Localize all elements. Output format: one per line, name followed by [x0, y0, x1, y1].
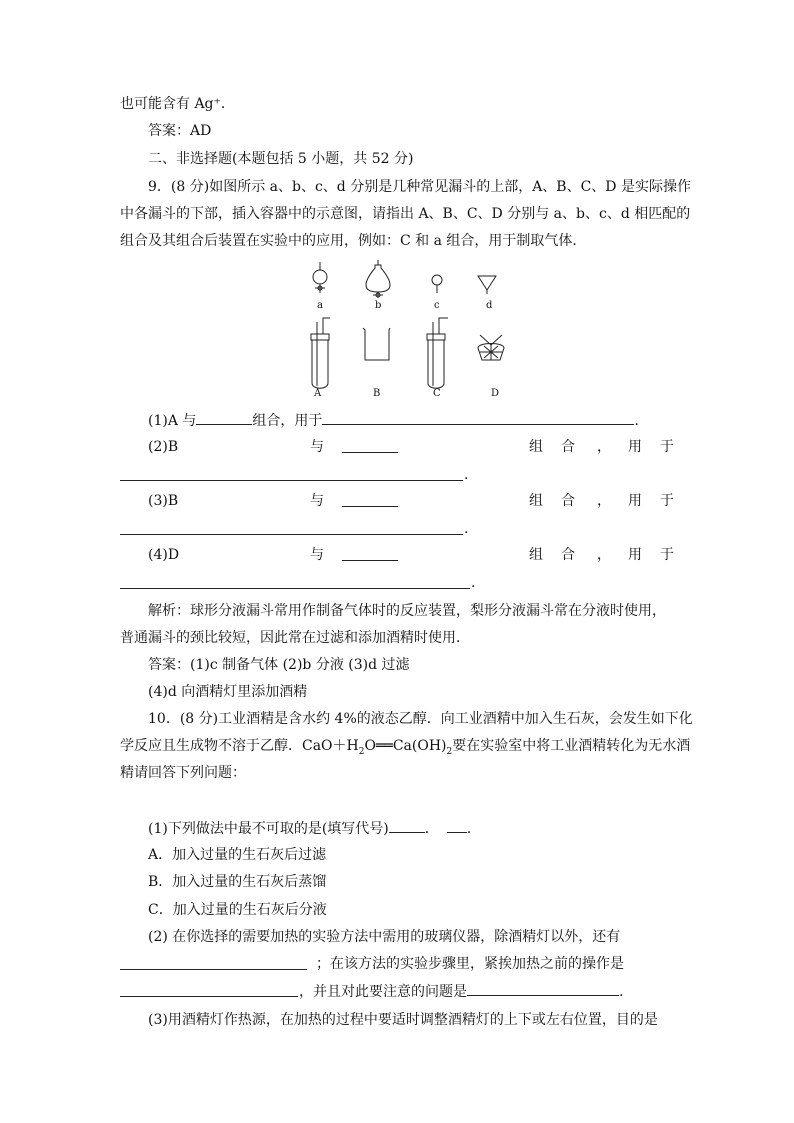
q10-stem-line-2: 学反应且生成物不溶于乙醇．$CaO+H_2O══Ca(OH)_2$要在实验室中将工业酒精转化为无水酒	[120, 738, 691, 757]
analysis-line-1: 解析：球形分液漏斗常用作制备气体时的反应装置，梨形分液漏斗常在分液时使用，	[148, 603, 666, 619]
blank-q10-2[interactable]	[120, 969, 307, 970]
q10-q1: (1)下列做法中最不可取的是(填写代号) ． .	[148, 818, 471, 839]
blank-q10-3[interactable]	[120, 996, 298, 997]
label-A: A	[314, 388, 322, 399]
blank-3[interactable]	[342, 438, 398, 453]
apparatus-B-icon	[363, 328, 390, 360]
funnel-a-icon	[313, 262, 327, 293]
text-line-1: 也可能含有 Ag⁺.	[120, 96, 226, 112]
q10-stem-line-1: 10．(8 分)工业酒精是含水约 4%的液态乙醇．向工业酒精中加入生石灰，会发生如下化	[148, 711, 693, 727]
blank-q10-4[interactable]	[467, 981, 619, 996]
q9-part-3-num: (3)B	[148, 493, 179, 509]
blank-2[interactable]	[322, 410, 634, 425]
word-yu: 与	[310, 493, 324, 509]
q10-q2-line-1: (2) 在你选择的需要加热的实验方法中需用的玻璃仪器，除酒精灯以外，还有	[148, 929, 621, 945]
label-B: B	[373, 388, 381, 399]
word-yong: 用	[628, 493, 642, 509]
q10-q3: (3)用酒精灯作热源，在加热的过程中要适时调整酒精灯的上下或左右位置，目的是	[148, 1012, 658, 1028]
blank-1[interactable]	[196, 410, 252, 425]
label-b: b	[375, 300, 382, 311]
answer-9-line-1: 答案：(1)c 制备气体 (2)b 分液 (3)d 过滤	[148, 657, 410, 673]
apparatus-C-icon	[427, 318, 448, 388]
word-yu2: 于	[660, 547, 674, 563]
word-yong: 用	[628, 547, 642, 563]
q9-part-4-num: (4)D	[148, 547, 180, 563]
section-heading: 二、非选择题(本题包括 5 小题，共 52 分)	[148, 151, 414, 167]
blank-6[interactable]	[120, 534, 463, 535]
option-b: B．加入过量的生石灰后蒸馏	[148, 874, 327, 890]
label-d: d	[486, 300, 493, 311]
word-yu2: 于	[660, 439, 674, 455]
answer-9-line-2: (4)d 向酒精灯里添加酒精	[148, 684, 308, 700]
period: .	[464, 467, 469, 483]
option-c: C．加入过量的生石灰后分液	[148, 902, 327, 918]
blank-5[interactable]	[342, 492, 398, 507]
funnel-b-icon	[366, 260, 390, 298]
word-yong: 用	[628, 439, 642, 455]
word-he: 合	[561, 547, 575, 563]
apparatus-A-icon	[311, 318, 330, 388]
funnel-figure	[290, 260, 520, 405]
q9-stem-line-2: 中各漏斗的下部，插入容器中的示意图，请指出 A、B、C、D 分别与 a、b、c、d 相匹配的	[120, 206, 691, 222]
label-C: C	[433, 388, 441, 399]
period: .	[471, 575, 476, 591]
word-he: 合	[561, 439, 575, 455]
label-a: a	[317, 300, 323, 311]
q9-part-2-num: (2)B	[148, 439, 179, 455]
word-yu2: 于	[660, 493, 674, 509]
word-yu: 与	[310, 547, 324, 563]
word-comma: ，	[597, 439, 611, 455]
period: .	[464, 521, 469, 537]
label-c: c	[434, 300, 440, 311]
word-zu: 组	[529, 547, 543, 563]
label-D: D	[491, 388, 500, 399]
blank-q10-1b[interactable]	[447, 818, 467, 833]
q10-stem-line-3: 精请回答下列问题：	[120, 765, 246, 781]
word-comma: ，	[597, 547, 611, 563]
word-he: 合	[561, 493, 575, 509]
q9-stem-line-3: 组合及其组合后装置在实验中的应用，例如：C 和 a 组合，用于制取气体．	[120, 233, 587, 249]
word-zu: 组	[529, 493, 543, 509]
option-a: A．加入过量的生石灰后过滤	[148, 847, 327, 863]
blank-4[interactable]	[120, 480, 463, 481]
q10-q2-line-3: ，并且对此要注意的问题是 .	[299, 981, 623, 1002]
q9-stem-line-1: 9．(8 分)如图所示 a、b、c、d 分别是几种常见漏斗的上部，A、B、C、D 是实际操作	[148, 179, 691, 195]
word-comma: ，	[597, 493, 611, 509]
word-zu: 组	[529, 439, 543, 455]
funnel-c-icon	[432, 275, 442, 293]
blank-q10-1[interactable]	[389, 818, 425, 833]
funnel-d-icon	[478, 276, 496, 294]
blank-7[interactable]	[342, 546, 398, 561]
analysis-line-2: 普通漏斗的颈比较短，因此常在过滤和添加酒精时使用．	[120, 630, 470, 646]
word-yu: 与	[310, 439, 324, 455]
answer-8: 答案：AD	[148, 123, 212, 139]
q10-q2-line-2: ；在该方法的实验步骤里，紧挨加热之前的操作是	[316, 956, 624, 972]
q9-part-1: (1)A 与 组合，用于 .	[148, 410, 639, 431]
apparatus-D-icon	[478, 335, 504, 360]
blank-8[interactable]	[120, 588, 470, 589]
